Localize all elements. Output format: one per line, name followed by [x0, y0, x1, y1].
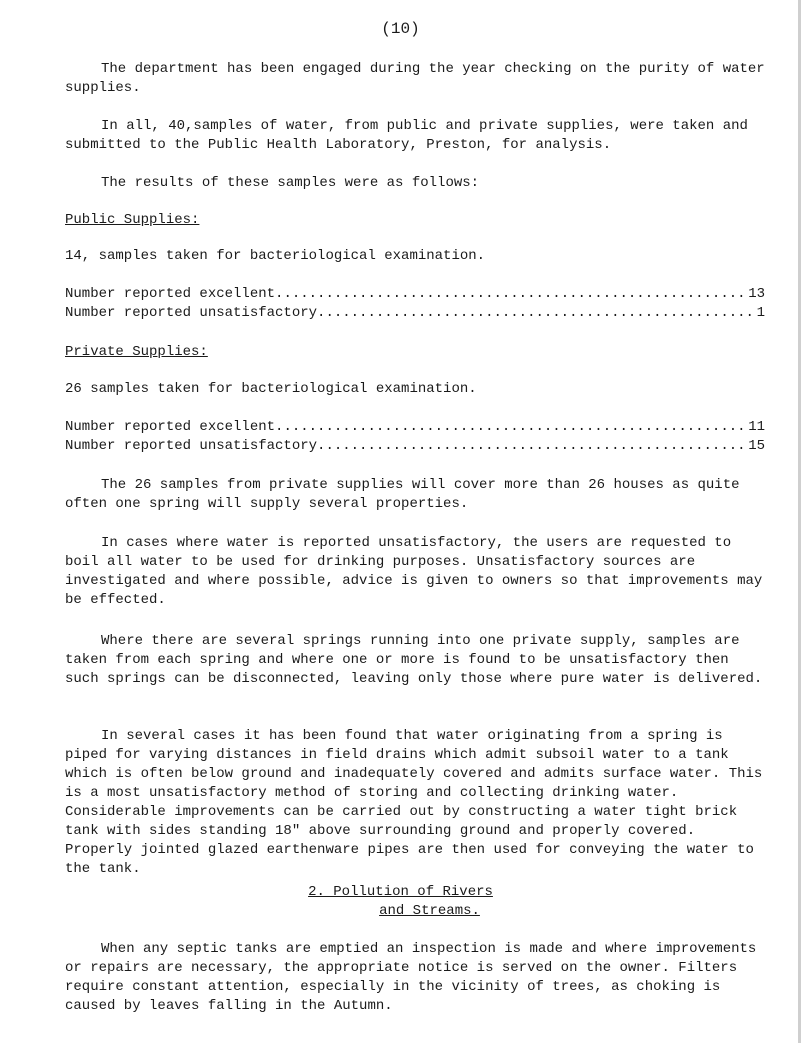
paragraph-results: The results of these samples were as follows: [101, 175, 480, 191]
private-samples-line: 26 samples taken for bacteriological examination. [65, 381, 477, 397]
row-value: 11 [748, 419, 765, 435]
row-value: 15 [748, 438, 765, 454]
section-2-title-line2: and Streams. [379, 903, 480, 919]
paragraph-septic-tanks: When any septic tanks are emptied an inspection is made and where improvements or repairs are necessary, the appropriate notice is served on the owner. Filters require constant attention, especially in the vicinity of trees, as choking is caused by leaves falling in the Autumn. [65, 941, 757, 1014]
section-2-title: 2. Pollution of Rivers [308, 884, 493, 900]
public-row-unsatisfactory [65, 304, 765, 323]
row-label: Number reported unsatisfactory [65, 438, 318, 454]
paragraph-samples: In all, 40,samples of water, from public and private supplies, were taken and submitted to the Public Health Laboratory, Preston, for analysis. [65, 118, 748, 153]
paragraph-intro: The department has been engaged during the year checking on the purity of water supplies. [65, 61, 765, 96]
private-row-excellent [65, 418, 765, 437]
private-supplies-heading: Private Supplies: [65, 344, 208, 360]
private-row-unsatisfactory [65, 437, 765, 456]
public-supplies-heading: Public Supplies: [65, 212, 200, 228]
row-value: 13 [748, 286, 765, 302]
paragraph-springs: Where there are several springs running into one private supply, samples are taken from each spring and where one or more is found to be unsatisfactory then such springs can be disconnected, leaving only those where pure water is delivered. [65, 633, 763, 687]
row-value: 1 [756, 305, 765, 321]
paragraph-private-coverage: The 26 samples from private supplies will cover more than 26 houses as quite often one spring will supply several properties. [65, 477, 740, 512]
page-number: (10) [381, 20, 420, 38]
row-label: Number reported excellent [65, 419, 276, 435]
paragraph-field-drains: In several cases it has been found that water originating from a spring is piped for varying distances in field drains which admit subsoil water to a tank which is often below ground and inadequately covered and admits surface water. This is a most unsatisfactory method of storing and collecting drinking water. Considerable improvements can be carried out by constructing a water tight brick tank with sides standing 18" above surrounding ground and properly covered. Properly jointed glazed earthenware pipes are then used for conveying the water to the tank. [65, 728, 763, 877]
row-label: Number reported excellent [65, 286, 276, 302]
paragraph-unsatisfactory-cases: In cases where water is reported unsatisfactory, the users are requested to boil all water to be used for drinking purposes. Unsatisfactory sources are investigated and where possible, advice is given to owners so that improvements may be effected. [65, 535, 763, 608]
public-samples-line: 14, samples taken for bacteriological examination. [65, 248, 486, 264]
public-row-excellent [65, 285, 765, 304]
row-label: Number reported unsatisfactory [65, 305, 318, 321]
